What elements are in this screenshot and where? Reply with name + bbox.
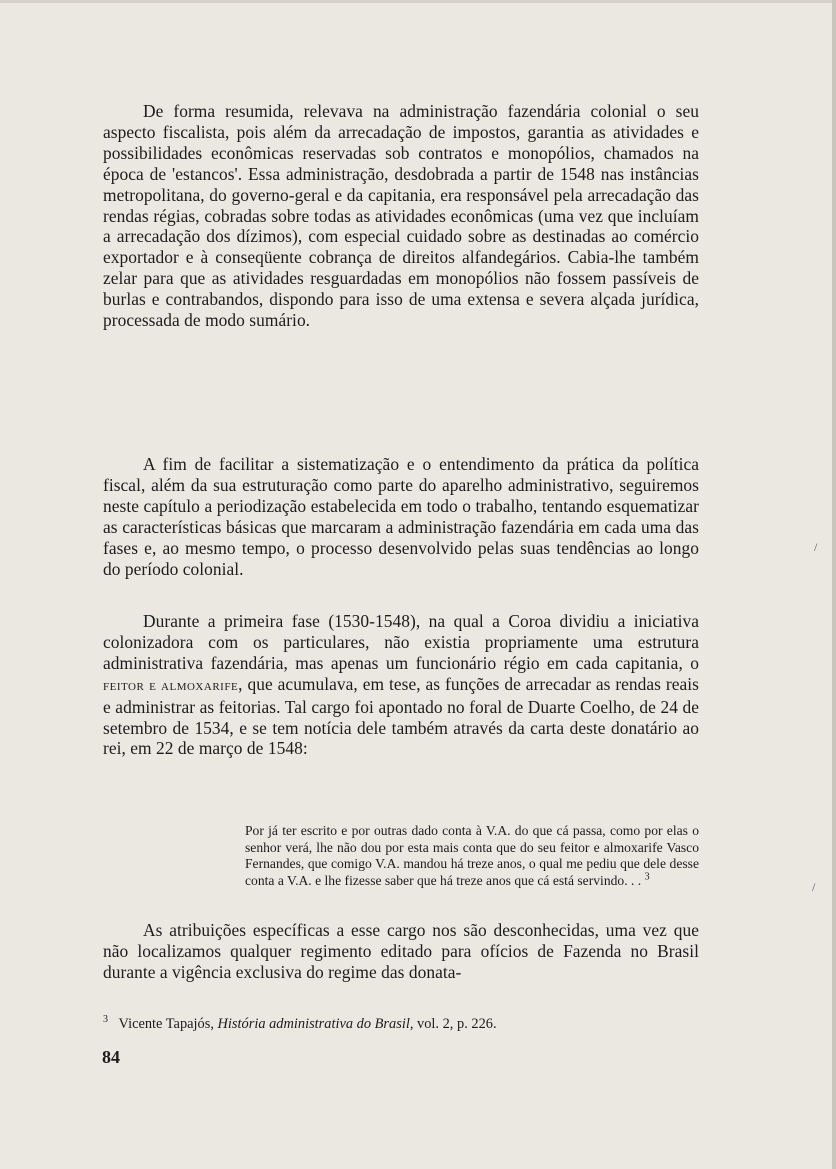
first-phase-text-b: , que acumulava, em tese, as funções de arrecadar as rendas reais e administrar as feitorias. Tal cargo foi apontado no foral de Duarte Coelho, de 24 de setembro de 1534, e se tem notícia dele também através da carta deste donatário ao rei, em 22 de março de 1548: <box>103 673 699 759</box>
paragraph-attributions: As atribuições específicas a esse cargo nos são desconhecidas, uma vez que não localizamos qualquer regimento editado para ofícios de Fazenda no Brasil durante a vigência exclusiva do regime das donata- <box>103 920 699 982</box>
block-quote <box>245 823 699 889</box>
first-phase-text-a: Durante a primeira fase (1530-1548), na qual a Coroa dividiu a iniciativa colonizadora com os particulares, não existia propriamente uma estrutura administrativa fazendária, mas apenas um funcionário régio em cada capitania, o <box>103 611 699 673</box>
page-right-edge <box>832 0 836 1169</box>
footnote <box>103 1015 703 1033</box>
quote-text: Por já ter escrito e por outras dado conta à V.A. do que cá passa, como por elas o senhor verá, lhe não dou por esta mais conta que do seu feitor e almoxarife Vasco Fernandes, que comigo V.A. mandou há treze anos, o qual me pediu que dele desse conta a V.A. e lhe fizesse saber que há treze anos que cá está servindo. . . <box>245 823 699 888</box>
footnote-title: História administrativa do Brasil, <box>217 1016 414 1032</box>
page-number: 84 <box>102 1047 120 1067</box>
office-title: feitor e almoxarife <box>103 677 239 694</box>
footnote-author: Vicente Tapajós, <box>118 1016 214 1032</box>
margin-mark: / <box>812 880 816 894</box>
footnote-details: vol. 2, p. 226. <box>417 1016 497 1032</box>
paragraph-first-phase <box>103 611 699 759</box>
paragraph-fiscal-summary: De forma resumida, relevava na administração fazendária colonial o seu aspecto fiscalista, pois além da arrecadação de impostos, garantia as atividades e possibilidades econômicas reservadas sob contratos e monopólios, chamados na época de 'estancos'. Essa administração, desdobrada a partir de 1548 nas instâncias metropolitana, do governo-geral e da capitania, era responsável pela arrecadação das rendas régias, cobradas sobre todas as atividades econômicas (uma vez que incluíam a arrecadação dos dízimos), com especial cuidado sobre as destinadas ao comércio exportador e à conseqüente cobrança de direitos alfandegários. Cabia-lhe também zelar para que as atividades resguardadas em monopólios não fossem passíveis de burlas e contrabandos, dispondo para isso de uma extensa e severa alçada jurídica, processada de modo sumário. <box>103 101 699 331</box>
paragraph-periodization: A fim de facilitar a sistematização e o entendimento da prática da política fiscal, além da sua estruturação como parte do aparelho administrativo, seguiremos neste capítulo a periodização estabelecida em todo o trabalho, tentando esquematizar as características básicas que marcaram a administração fazendária em cada uma das fases e, ao mesmo tempo, o processo desenvolvido pelas suas tendências ao longo do período colonial. <box>103 454 699 579</box>
margin-mark: / <box>814 540 818 554</box>
footnote-number: 3 <box>103 1014 108 1026</box>
page-top-edge <box>0 0 836 3</box>
quote-footnote-ref: 3 <box>644 871 650 883</box>
